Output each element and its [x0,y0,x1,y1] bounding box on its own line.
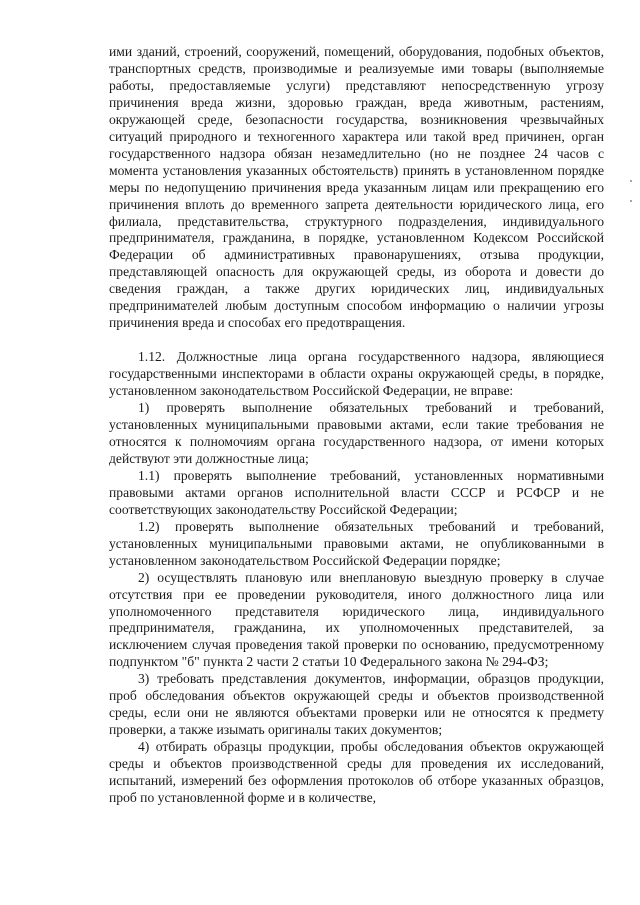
paragraph-item-1-1: 1.1) проверять выполнение требований, установленных нормативными правовыми актами органов исполнительной власти СССР и РСФСР и не соответствующих законодательству Российской Федерации; [109,467,604,517]
scan-speck [630,180,632,182]
scan-speck [630,200,632,202]
paragraph-item-3: 3) требовать представления документов, информации, образцов продукции, проб обследования объектов окружающей среды и объектов производственной среды, если они не являются объектами проверки или не относятся к предмету проверки, а также изымать оригиналы таких документов; [109,671,604,738]
paragraph-item-1: 1) проверять выполнение обязательных требований и требований, установленных муниципальными правовыми актами, если такие требования не относятся к полномочиям органа государственного надзора, от имени которых действуют эти должностные лица; [109,400,604,466]
paragraph-continuation: ими зданий, строений, сооружений, помещений, оборудования, подобных объектов, транспортных средств, производимые и реализуемые ими товары (выполняемые работы, предоставляемые услуги) представляют непосредственную угрозу причинения вреда жизни, здоровью граждан, вреда животным, растениям, окружающей среде, безопасности государства, возникновения чрезвычайных ситуаций природного и техногенного характера или такой вред причинен, орган государственного надзора обязан незамедлительно (но не позднее 24 часов с момента установления указанных обстоятельств) принять в установленном порядке меры по недопущению причинения вреда указанным лицам или прекращению его причинения вплоть до временного запрета деятельности юридического лица, его филиала, представительства, структурного подразделения, индивидуального предпринимателя, гражданина, в порядке, установленном Кодексом Российской Федерации об административных правонарушениях, отзыва продукции, представляющей опасность для окружающей среды, из оборота и довести до сведения граждан, а также других юридических лиц, индивидуальных предпринимателей любым доступным способом информацию о наличии угрозы причинения вреда и способах его предотвращения. [109,44,604,331]
paragraph-item-1-2: 1.2) проверять выполнение обязательных требований и требований, установленных муниципальными правовыми актами, не опубликованными в установленном законодательством Российской Федерации порядке; [109,518,604,568]
paragraph-gap [109,332,604,349]
paragraph-1-12: 1.12. Должностные лица органа государственного надзора, являющиеся государственными инспекторами в области охраны окружающей среды, в порядке, установленном законодательством Российской Федерации, не вправе: [109,349,604,399]
paragraph-item-4: 4) отбирать образцы продукции, пробы обследования объектов окружающей среды и объектов производственной среды для проведения их исследований, испытаний, измерений без оформления протоколов об отборе указанных образцов, проб по установленной форме и в количестве, [109,739,604,805]
paragraph-item-2: 2) осуществлять плановую или внеплановую выездную проверку в случае отсутствия при ее проведении руководителя, иного должностного лица или уполномоченного представителя юридического лица, индивидуального предпринимателя, гражданина, их уполномоченных представителей, за исключением случая проведения такой проверки по основанию, предусмотренному подпунктом "б" пункта 2 части 2 статьи 10 Федерального закона № 294-ФЗ; [109,569,604,670]
document-page [109,44,604,807]
